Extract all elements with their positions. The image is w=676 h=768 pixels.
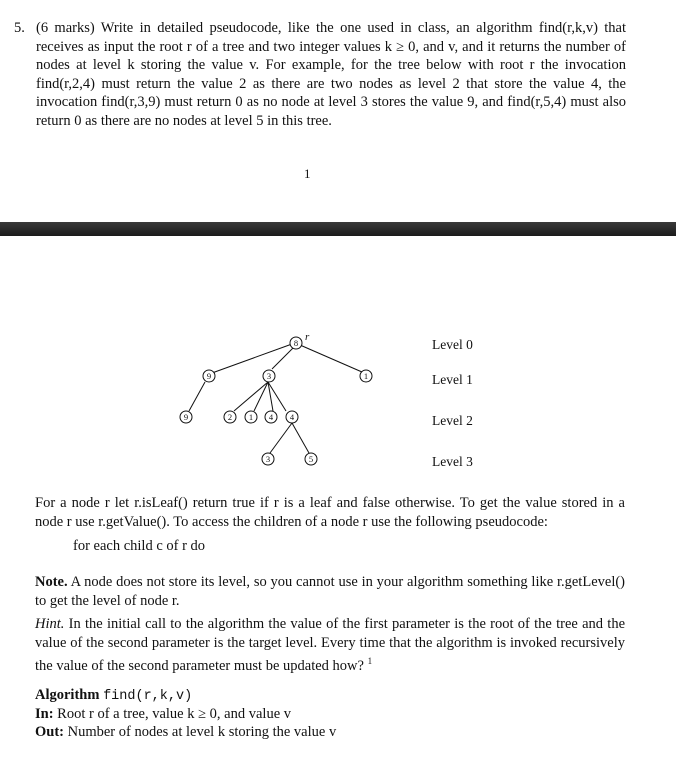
tree-node-label: 4	[268, 412, 274, 422]
tree-node-label: 5	[308, 454, 314, 464]
hint-text: In the initial call to the algorithm the value of the first parameter is the root of the tree and the value of the second parameter is the target level. Every time that the algorithm is invoked recursively the value of the second parameter must be updated how?	[35, 616, 625, 675]
input-text: Root r of a tree, value k ≥ 0, and value v	[57, 706, 292, 722]
note-text: A node does not store its level, so you cannot use in your algorithm something like r.getLevel() to get the level of node r.	[35, 574, 626, 609]
root-label: r	[305, 331, 310, 343]
for-each-text: for each child c of r do	[73, 538, 206, 554]
tree-node-label: 8	[293, 338, 299, 348]
algorithm-input	[35, 705, 625, 724]
algorithm-header	[35, 686, 625, 707]
tree-node-label: 2	[227, 412, 233, 422]
level-label: Level 3	[432, 454, 473, 469]
tree-node-label: 9	[206, 371, 212, 381]
question-block	[14, 19, 626, 131]
note-label: Note.	[35, 574, 68, 590]
note-paragraph	[35, 573, 625, 610]
tree-node-label: 1	[363, 371, 369, 381]
algorithm-output	[35, 723, 625, 742]
level-label: Level 2	[432, 413, 473, 428]
level-label: Level 1	[432, 372, 473, 387]
algorithm-label: Algorithm	[35, 687, 100, 703]
page-number: 1	[304, 166, 311, 181]
for-each-pseudocode	[73, 537, 473, 556]
input-label: In:	[35, 706, 54, 722]
level-label: Level 0	[432, 337, 473, 352]
tree-node-label: 3	[265, 454, 271, 464]
tree-node-label: 1	[248, 412, 254, 422]
tree-diagram	[0, 236, 676, 486]
output-text: Number of nodes at level k storing the value v	[67, 724, 337, 740]
algorithm-signature: find(r,k,v)	[103, 689, 193, 704]
node-methods-paragraph: For a node r let r.isLeaf() return true if r is a leaf and false otherwise. To get the value stored in a node r use r.getValue(). To access the children of a node r use the following pseudocode:	[35, 495, 625, 530]
footnote-marker: 1	[367, 656, 373, 667]
hint-paragraph	[35, 615, 625, 676]
tree-node-label: 9	[183, 412, 189, 422]
hint-label: Hint.	[35, 616, 65, 632]
tree-node-label: 4	[289, 412, 295, 422]
output-label: Out:	[35, 724, 64, 740]
tree-node-label: 3	[266, 371, 272, 381]
question-text: (6 marks) Write in detailed pseudocode, like the one used in class, an algorithm find(r,k,v) that receives as input the root r of a tree and two integer values k ≥ 0, and v, and it returns the number of nodes at level k storing the value v. For example, for the tree below with root r the invocation find(r,2,4) must return the value 2 as there are two nodes as level 2 that store the value 4, the invocation find(r,3,9) must return 0 as no node at level 3 stores the value 9, and find(r,5,4) must also return 0 as there are no nodes at level 5 in this tree.	[36, 20, 626, 129]
page-divider-bar	[0, 222, 676, 236]
question-number: 5.	[14, 20, 25, 36]
